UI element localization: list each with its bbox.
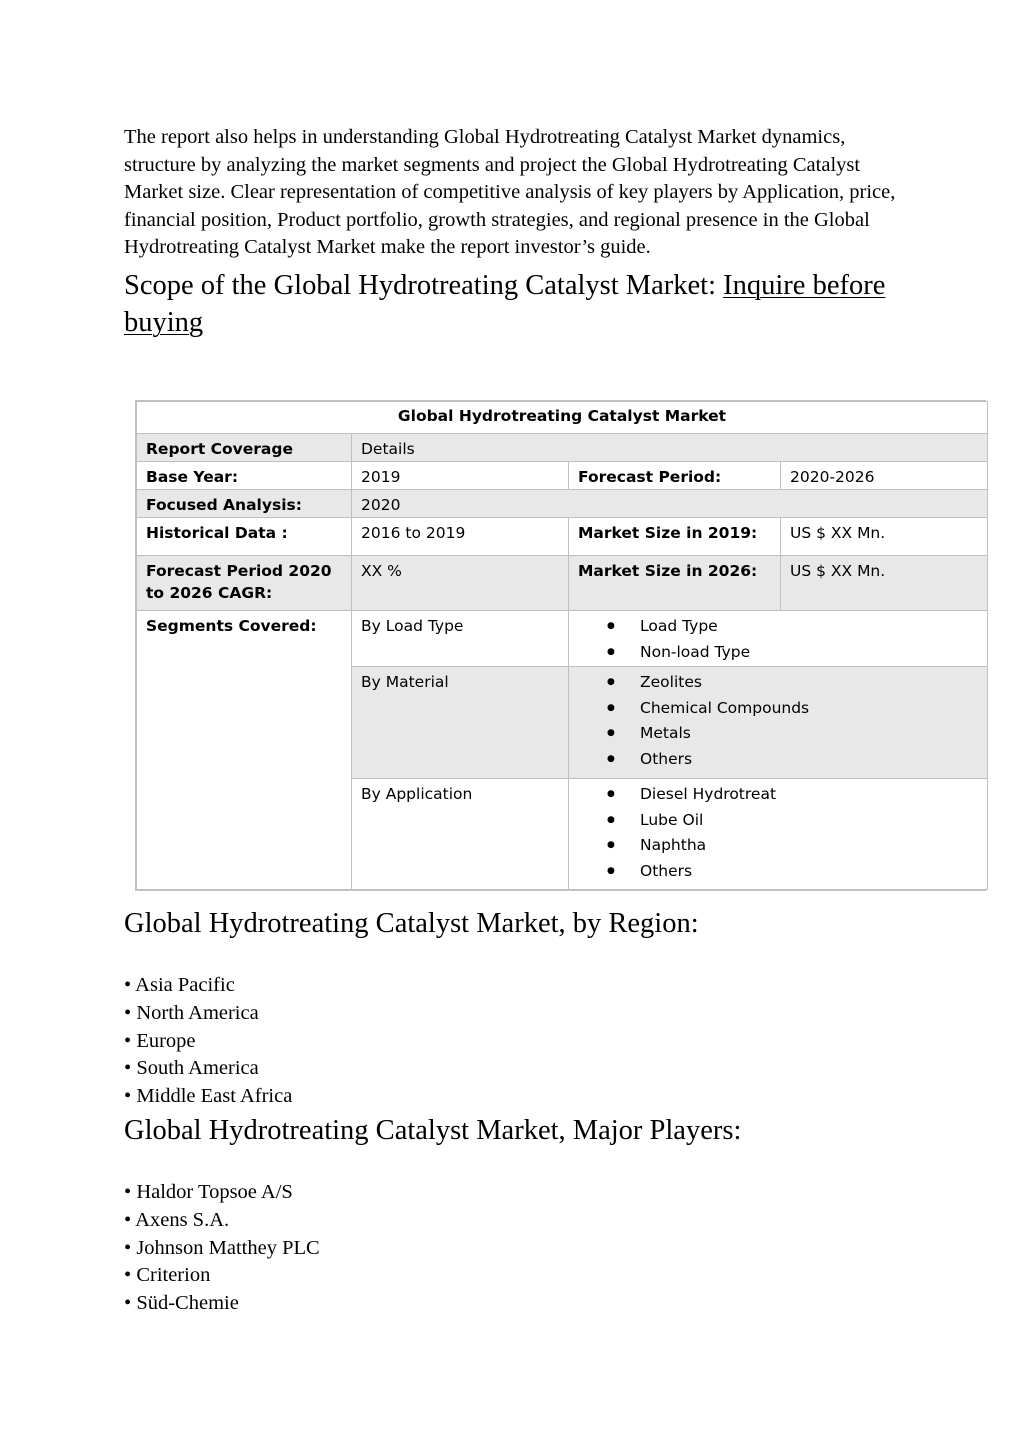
cagr-value: XX % xyxy=(352,556,569,611)
application-list-cell xyxy=(569,779,988,890)
base-year-label: Base Year: xyxy=(137,462,352,490)
market-size-2019-label: Market Size in 2019: xyxy=(569,518,781,556)
segment-material: By Material xyxy=(352,667,569,779)
intro-paragraph: The report also helps in understanding Global Hydrotreating Catalyst Market dynamics, structure by analyzing the market segments and project the Global Hydrotreating Catalyst Market size. Clear representation of competitive analysis of key players by Application, price, financial position, Product portfolio, growth strategies, and regional presence in the Global Hydrotreating Catalyst Market make the report investor’s guide. xyxy=(124,126,896,259)
list-item: ● Diesel Hydrotreat xyxy=(578,781,978,809)
historical-data-label: Historical Data : xyxy=(137,518,352,556)
forecast-period-value: 2020-2026 xyxy=(781,462,988,490)
list-item: • Axens S.A. xyxy=(124,1207,320,1235)
document-body xyxy=(124,124,914,341)
list-item: ● Metals xyxy=(578,720,978,748)
focused-analysis-label: Focused Analysis: xyxy=(137,490,352,518)
report-coverage-header: Report Coverage xyxy=(137,434,352,462)
list-item: • Haldor Topsoe A/S xyxy=(124,1179,320,1207)
historical-data-value: 2016 to 2019 xyxy=(352,518,569,556)
players-list xyxy=(124,1179,320,1318)
list-item: ● Non-load Type xyxy=(578,639,978,667)
list-item: ● Lube Oil xyxy=(578,807,978,835)
list-item: • Europe xyxy=(124,1028,292,1056)
region-heading: Global Hydrotreating Catalyst Market, by Region: xyxy=(124,908,699,939)
forecast-period-label: Forecast Period: xyxy=(569,462,781,490)
focused-analysis-value: 2020 xyxy=(352,490,988,518)
players-heading: Global Hydrotreating Catalyst Market, Major Players: xyxy=(124,1115,742,1146)
list-item: • Middle East Africa xyxy=(124,1083,292,1111)
list-item: ● Others xyxy=(578,746,978,774)
region-list xyxy=(124,972,292,1111)
base-year-value: 2019 xyxy=(352,462,569,490)
material-list-cell xyxy=(569,667,988,779)
list-item: ● Naphtha xyxy=(578,832,978,860)
list-item: ● Zeolites xyxy=(578,669,978,697)
segment-application: By Application xyxy=(352,779,569,890)
market-size-2019-value: US $ XX Mn. xyxy=(781,518,988,556)
load-type-list-cell xyxy=(569,611,988,667)
list-item: • North America xyxy=(124,1000,292,1028)
inquire-link[interactable]: Inquire before buying xyxy=(124,269,886,338)
market-size-2026-value: US $ XX Mn. xyxy=(781,556,988,611)
scope-heading-text: Scope of the Global Hydrotreating Catalyst Market: xyxy=(124,269,724,301)
cagr-label: Forecast Period 2020 to 2026 CAGR: xyxy=(137,556,352,611)
list-item: • Asia Pacific xyxy=(124,972,292,1000)
list-item: ● Others xyxy=(578,858,978,886)
market-size-2026-label: Market Size in 2026: xyxy=(569,556,781,611)
list-item: • Johnson Matthey PLC xyxy=(124,1235,320,1263)
market-summary-table xyxy=(135,400,986,891)
list-item: • South America xyxy=(124,1055,292,1083)
list-item: ● Chemical Compounds xyxy=(578,695,978,723)
list-item: ● Load Type xyxy=(578,613,978,641)
segment-load-type: By Load Type xyxy=(352,611,569,667)
segments-covered-label: Segments Covered: xyxy=(137,611,352,890)
table-caption: Global Hydrotreating Catalyst Market xyxy=(137,402,988,434)
details-header: Details xyxy=(352,434,988,462)
list-item: • Criterion xyxy=(124,1262,320,1290)
list-item: • Süd-Chemie xyxy=(124,1290,320,1318)
scope-heading xyxy=(124,267,914,341)
